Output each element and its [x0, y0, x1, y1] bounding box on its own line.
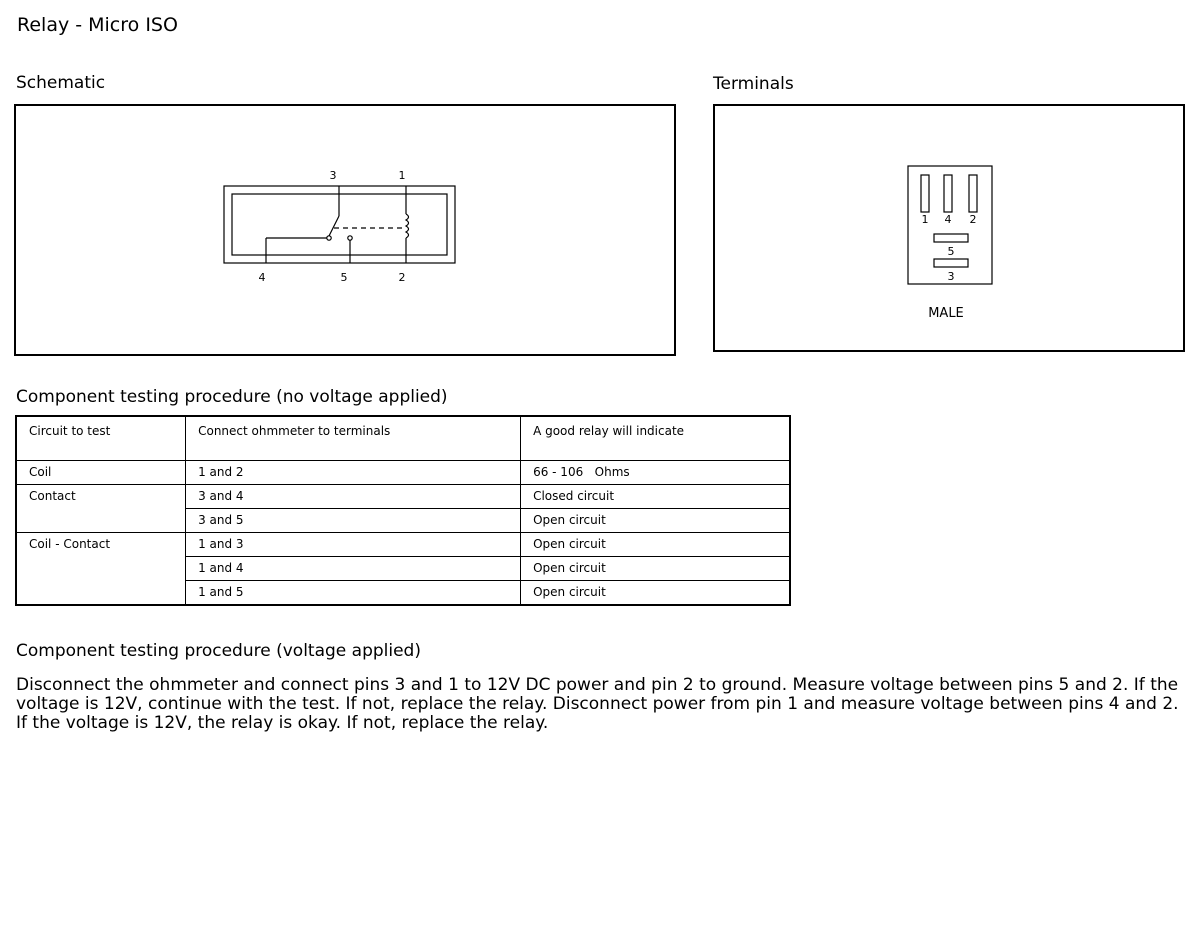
procedure-voltage-text: Disconnect the ohmmeter and connect pins 3 and 1 to 12V DC power and pin 2 to ground. Measure voltage between pins 5 and 2. If the voltage is 12V, continue with the test. If not, replace the relay. Disconnect power from pin 1 and measure voltage between pins 4 and 2. If the voltage is 12V, the relay is okay. If not, replace the relay. [16, 675, 1179, 733]
circuit-cell: Coil [16, 460, 186, 484]
terminals-cell: 1 and 3 [186, 532, 521, 556]
procedure-no-voltage-heading: Component testing procedure (no voltage applied) [16, 387, 448, 407]
terminals-heading: Terminals [713, 74, 794, 94]
column-header: Connect ohmmeter to terminals [186, 416, 521, 460]
column-header: A good relay will indicate [521, 416, 790, 460]
switch-arm [329, 216, 339, 236]
table-row [16, 484, 790, 508]
schematic-pin-5: 5 [340, 271, 348, 284]
terminals-cell: 1 and 5 [186, 580, 521, 605]
table-row [16, 460, 790, 484]
result-cell: Closed circuit [521, 484, 790, 508]
terminal-blade-4 [944, 175, 952, 212]
circuit-cell [16, 580, 186, 605]
document-title: Relay - Micro ISO [17, 14, 178, 36]
circuit-cell: Contact [16, 484, 186, 508]
terminals-panel [713, 104, 1185, 352]
circuit-cell: Coil - Contact [16, 532, 186, 556]
terminal-label-2: 2 [969, 213, 977, 226]
schematic-panel [14, 104, 676, 356]
terminal-label-4: 4 [944, 213, 952, 226]
contact-5 [348, 236, 352, 240]
table-row [16, 508, 790, 532]
result-cell: Open circuit [521, 508, 790, 532]
procedure-voltage-heading: Component testing procedure (voltage applied) [16, 641, 421, 661]
table-row [16, 580, 790, 605]
result-cell: Open circuit [521, 556, 790, 580]
table-row [16, 532, 790, 556]
terminal-blade-3 [934, 259, 968, 267]
connector-gender-caption: MALE [928, 306, 964, 321]
column-header: Circuit to test [16, 416, 186, 460]
terminals-cell: 1 and 2 [186, 460, 521, 484]
result-cell: Open circuit [521, 532, 790, 556]
terminals-cell: 1 and 4 [186, 556, 521, 580]
schematic-pin-3: 3 [329, 169, 337, 182]
circuit-cell [16, 508, 186, 532]
coil-winding [406, 214, 409, 238]
relay-schematic-diagram [16, 106, 674, 354]
result-cell: Open circuit [521, 580, 790, 605]
procedure-table [15, 415, 791, 606]
terminal-label-3: 3 [947, 270, 955, 283]
switch-pivot [327, 236, 331, 240]
table-row [16, 556, 790, 580]
terminals-cell: 3 and 5 [186, 508, 521, 532]
result-cell: 66 - 106 Ohms [521, 460, 790, 484]
terminal-blade-2 [969, 175, 977, 212]
terminals-cell: 3 and 4 [186, 484, 521, 508]
table-header-row [16, 416, 790, 460]
schematic-pin-4: 4 [258, 271, 266, 284]
circuit-cell [16, 556, 186, 580]
terminal-label-1: 1 [921, 213, 929, 226]
terminal-label-5: 5 [947, 245, 955, 258]
schematic-heading: Schematic [16, 73, 106, 93]
terminal-layout-diagram [715, 106, 1183, 350]
terminal-blade-5 [934, 234, 968, 242]
terminal-blade-1 [921, 175, 929, 212]
schematic-pin-1: 1 [398, 169, 406, 182]
schematic-pin-2: 2 [398, 271, 406, 284]
